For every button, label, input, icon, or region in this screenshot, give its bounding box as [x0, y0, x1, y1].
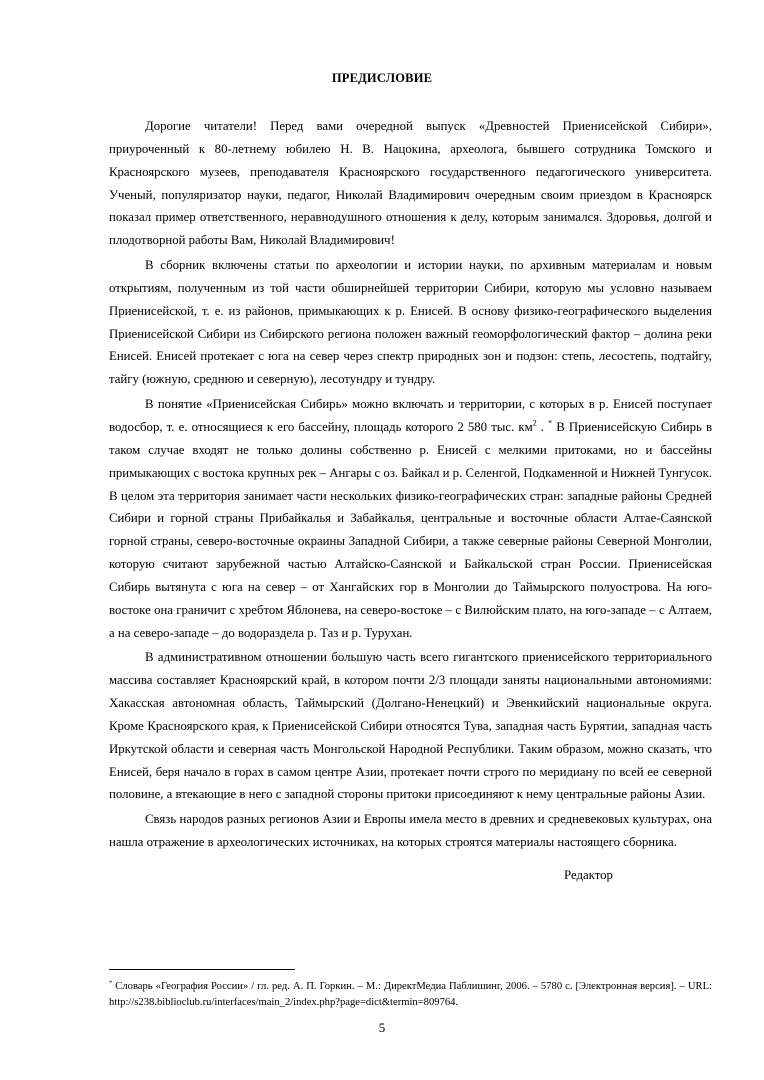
body-text — [109, 115, 712, 854]
footnote-divider — [109, 969, 295, 970]
footnote-reference[interactable]: * — [548, 418, 553, 428]
unit-superscript: 2 — [532, 418, 537, 428]
footnote — [109, 979, 712, 1010]
paragraph-territory-part2: . — [536, 419, 549, 434]
paragraph-territory-part3: В Приенисейскую Сибирь в таком случае входят не только долины собственно р. Енисей с мелкими притоками, но и бассейны примыкающих с востока крупных рек – Ангары с оз. Байкал и р. Селенгой, Подкаменной и Нижней Тунгусок. В целом эта территория занимает части нескольких физико-географических стран: западные районы Средней Сибири и горной страны Прибайкалья и Забайкалья, центральные и восточные области Алтае-Саянской горной страны, северо-восточные окраины Западной Сибири, а также северные районы Северной Монголии, которую считают зарубежной частью Алтайско-Саянской и Байкальской стран России. Приенисейская Сибирь вытянута с юга на север – от Хангайских гор в Монголии до Таймырского полуострова. На юго-востоке она граничит с хребтом Яблонева, на северо-востоке – с Вилюйским плато, на юго-западе – с Алтаем, а на северо-западе – до водораздела р. Таз и р. Турухан. — [109, 419, 712, 640]
paragraph-dedication: Дорогие читатели! Перед вами очередной выпуск «Древностей Приенисейской Сибири», приуроченный к 80-летнему юбилею Н. В. Нацокина, археолога, бывшего сотрудника Томского и Красноярского музеев, преподавателя Красноярского государственного педагогического университета. Ученый, популяризатор науки, педагог, Николай Владимирович очередным своим приездом в Красноярск показал пример ответственного, неравнодушного отношения к делу, которым занимался. Здоровья, долгой и плодотворной работы Вам, Николай Владимирович! — [109, 119, 712, 248]
paragraph-territory-part1: В понятие «Приенисейская Сибирь» можно включать и территории, с которых в р. Енисей поступает водосбор, т. е. относящиеся к его бассейну, площадь которого 2 580 тыс. км — [109, 397, 712, 434]
footnote-text: Словарь «География России» / гл. ред. А. П. Горкин. – М.: ДиректМедиа Паблишинг, 2006. – 5780 с. [Электронная версия]. – URL: http://s238.biblioclub.ru/interfaces/main_2/index.php?page=dict&termin=809764. — [109, 981, 712, 1008]
paragraph-administrative: В административном отношении большую часть всего гигантского приенисейского территориального массива составляет Красноярский край, в котором почти 2/3 площади заняты национальными автономиями: Хакасская автономная область, Таймырский (Долгано-Ненецкий) и Эвенкийский национальные округа. Кроме Красноярского края, к Приенисейской Сибири относятся Тува, западная часть Бурятии, западная часть Иркутской области и северная часть Монгольской Народной Республики. Таким образом, можно сказать, что Енисей, беря начало в горах в самом центре Азии, протекает почти строго по меридиану по всей ее северной половине, а втекающие в него с западной стороны притоки присоединяют к нему центральные районы Азии. — [109, 650, 712, 802]
paragraph-territory — [109, 393, 712, 644]
footnote-mark: * — [109, 979, 113, 987]
editor-signature: Редактор — [564, 868, 613, 882]
paragraph-connection: Связь народов разных регионов Азии и Европы имела место в древних и средневековых культурах, она нашла отражение в археологических источниках, на которых строятся материалы настоящего сборника. — [109, 812, 712, 850]
paragraph-contents: В сборник включены статьи по археологии и истории науки, по архивным материалам и новым открытиям, полученным из той части обширнейшей территории Сибири, которую мы условно называем Приенисейской, т. е. из районов, примыкающих к р. Енисей. В основу физико-географического выделения Приенисейской Сибири из Сибирского региона положен важный геоморфологический фактор – долина реки Енисей. Енисей протекает с юга на север через спектр природных зон и подзон: степь, лесостепь, подтайгу, тайгу (южную, среднюю и северную), лесотундру и тундру. — [109, 258, 712, 387]
page-number: 5 — [378, 1020, 386, 1035]
page-title: ПРЕДИСЛОВИЕ — [331, 71, 433, 85]
